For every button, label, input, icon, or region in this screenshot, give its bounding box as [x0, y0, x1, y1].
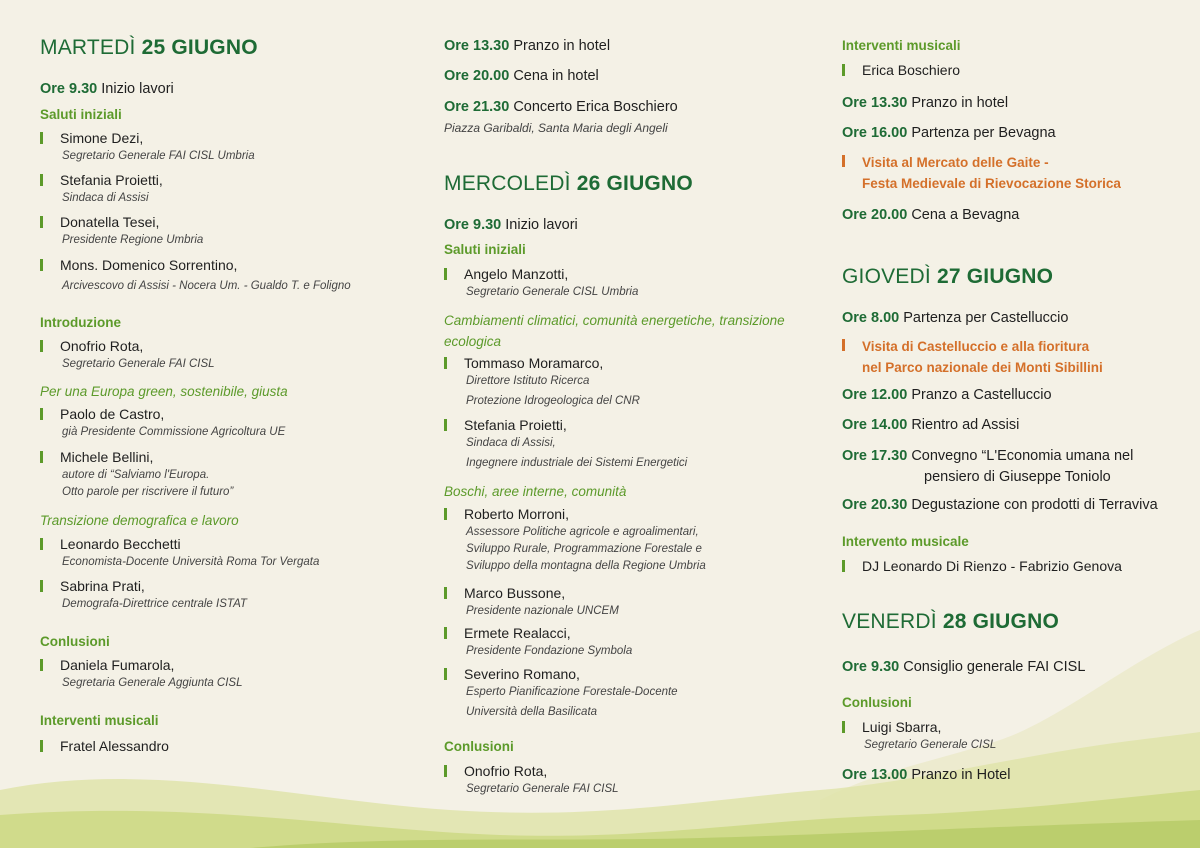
day-heading-thursday — [842, 265, 1053, 289]
day-heading-tuesday — [40, 36, 258, 60]
time-label: Ore 8.00 — [842, 310, 900, 326]
time-label: Ore 9.30 — [444, 217, 502, 233]
schedule-item — [842, 659, 1085, 675]
speaker-item — [444, 762, 619, 798]
speaker-item — [444, 624, 632, 660]
event-label: Inizio lavori — [505, 217, 578, 233]
speaker-name: Fratel Alessandro — [60, 738, 169, 754]
speaker-role: Università della Basilicata — [466, 706, 598, 718]
schedule-item-start — [444, 217, 578, 233]
time-label: Ore 9.30 — [842, 659, 900, 675]
bullet-bar-icon — [842, 339, 845, 351]
speaker-role: Sindaca di Assisi, — [466, 437, 556, 449]
speaker-item — [40, 129, 255, 165]
topic-title-boschi: Boschi, aree interne, comunità — [444, 484, 627, 499]
bullet-bar-icon — [40, 216, 43, 228]
excursion-label: Festa Medievale di Rievocazione Storica — [862, 176, 1121, 191]
speaker-name: Onofrio Rota, — [464, 763, 548, 779]
speaker-role: Segretaria Generale Aggiunta CISL — [62, 677, 243, 689]
schedule-item — [444, 68, 599, 84]
day-name: MERCOLEDÌ — [444, 172, 571, 195]
speaker-name: Daniela Fumarola, — [60, 657, 175, 673]
speaker-name: Angelo Manzotti, — [464, 266, 569, 282]
time-label: Ore 21.30 — [444, 99, 510, 115]
event-label: Consiglio generale FAI CISL — [903, 659, 1086, 675]
event-label: Partenza per Castelluccio — [903, 310, 1069, 326]
day-date: 27 GIUGNO — [936, 265, 1054, 288]
speaker-role: Presidente nazionale UNCEM — [466, 605, 619, 617]
event-label: Concerto Erica Boschiero — [513, 99, 678, 115]
speaker-role: Arcivescovo di Assisi - Nocera Um. - Gualdo T. e Foligno — [62, 280, 351, 292]
speaker-item — [444, 265, 638, 301]
section-title-conclusioni: Conlusioni — [40, 634, 110, 649]
section-title-conclusioni: Conlusioni — [444, 739, 514, 754]
bullet-bar-icon — [40, 580, 43, 592]
bullet-bar-icon — [444, 508, 447, 520]
speaker-role: già Presidente Commissione Agricoltura UE — [62, 426, 286, 438]
topic-title-demografia: Transizione demografica e lavoro — [40, 513, 239, 528]
time-label: Ore 13.00 — [842, 767, 908, 783]
event-label: Inizio lavori — [101, 81, 174, 97]
event-label: Cena in hotel — [513, 68, 599, 84]
speaker-item — [40, 213, 203, 249]
bullet-bar-icon — [40, 451, 43, 463]
speaker-role: Segretario Generale CISL — [864, 739, 997, 751]
bullet-bar-icon — [842, 155, 845, 167]
section-title-introduzione: Introduzione — [40, 315, 121, 330]
speaker-item — [40, 535, 319, 571]
bullet-bar-icon — [444, 627, 447, 639]
bullet-bar-icon — [444, 357, 447, 369]
schedule-item — [444, 38, 610, 54]
bullet-bar-icon — [842, 64, 845, 76]
speaker-item — [842, 61, 960, 80]
schedule-item-start — [40, 81, 174, 97]
bullet-bar-icon — [842, 721, 845, 733]
section-title-conclusioni: Conlusioni — [842, 695, 912, 710]
schedule-item — [842, 310, 1068, 326]
schedule-item — [842, 497, 1158, 513]
speaker-role: Protezione Idrogeologica del CNR — [466, 395, 640, 407]
excursion-item — [842, 152, 1121, 194]
speaker-role: Otto parole per riscrivere il futuro” — [62, 486, 234, 498]
speaker-item — [444, 505, 706, 575]
day-name: MARTEDÌ — [40, 36, 136, 59]
event-label: Rientro ad Assisi — [911, 417, 1020, 433]
speaker-item — [40, 337, 215, 373]
bullet-bar-icon — [444, 765, 447, 777]
speaker-name: Paolo de Castro, — [60, 406, 165, 422]
speaker-name: Stefania Proietti, — [60, 172, 163, 188]
speaker-name: Severino Romano, — [464, 666, 580, 682]
speaker-role: Presidente Regione Umbria — [62, 234, 204, 246]
section-title-musica: Intervento musicale — [842, 534, 969, 549]
speaker-item — [40, 448, 233, 501]
bullet-bar-icon — [40, 340, 43, 352]
time-label: Ore 17.30 — [842, 448, 908, 464]
speaker-role: Sindaca di Assisi — [62, 192, 149, 204]
section-title-saluti: Saluti iniziali — [40, 107, 122, 122]
schedule-item — [842, 207, 1019, 223]
speaker-name: Roberto Morroni, — [464, 506, 570, 522]
time-label: Ore 20.00 — [842, 207, 908, 223]
excursion-label: Visita al Mercato delle Gaite - — [862, 155, 1049, 170]
speaker-item — [444, 584, 619, 620]
schedule-item — [842, 417, 1019, 433]
day-heading-wednesday — [444, 172, 693, 196]
speaker-name: Marco Bussone, — [464, 585, 566, 601]
day-name: GIOVEDÌ — [842, 265, 931, 288]
speaker-name: Luigi Sbarra, — [862, 719, 942, 735]
speaker-role: Economista-Docente Università Roma Tor Vergata — [62, 556, 320, 568]
event-label: Pranzo in hotel — [513, 38, 611, 54]
speaker-item — [40, 405, 285, 441]
time-label: Ore 13.30 — [842, 95, 908, 111]
event-label: Partenza per Bevagna — [911, 125, 1056, 141]
speaker-name: Stefania Proietti, — [464, 417, 567, 433]
bullet-bar-icon — [444, 268, 447, 280]
schedule-item — [842, 387, 1052, 403]
bullet-bar-icon — [40, 174, 43, 186]
speaker-name: Tommaso Moramarco, — [464, 355, 604, 371]
event-label: pensiero di Giuseppe Toniolo — [924, 469, 1111, 485]
bullet-bar-icon — [444, 419, 447, 431]
event-label: Pranzo in Hotel — [911, 767, 1011, 783]
speaker-item — [444, 354, 640, 410]
bullet-bar-icon — [40, 259, 43, 271]
topic-title-clima: Cambiamenti climatici, comunità energetiche, transizione ecologica — [444, 313, 785, 349]
bullet-bar-icon — [40, 538, 43, 550]
speaker-role: Sviluppo della montagna della Regione Umbria — [466, 560, 706, 572]
schedule-item — [842, 95, 1008, 111]
speaker-role: Direttore Istituto Ricerca — [466, 375, 590, 387]
time-label: Ore 20.00 — [444, 68, 510, 84]
day-heading-friday — [842, 610, 1059, 634]
topic-title-europa: Per una Europa green, sostenibile, giusta — [40, 384, 288, 399]
speaker-item — [40, 577, 247, 613]
speaker-name: Erica Boschiero — [862, 62, 961, 78]
excursion-label: Visita di Castelluccio e alla fioritura — [862, 339, 1090, 354]
speaker-item — [842, 557, 1122, 576]
bullet-bar-icon — [444, 587, 447, 599]
speaker-role: Sviluppo Rurale, Programmazione Forestale e — [466, 543, 702, 555]
time-label: Ore 16.00 — [842, 125, 908, 141]
speaker-name: Sabrina Prati, — [60, 578, 145, 594]
event-label: Cena a Bevagna — [911, 207, 1020, 223]
speaker-item — [40, 171, 163, 207]
speaker-name: Ermete Realacci, — [464, 625, 571, 641]
bullet-bar-icon — [40, 408, 43, 420]
day-date: 26 GIUGNO — [576, 172, 693, 195]
speaker-role: Presidente Fondazione Symbola — [466, 645, 633, 657]
speaker-name: DJ Leonardo Di Rienzo - Fabrizio Genova — [862, 558, 1122, 574]
speaker-role: Assessore Politiche agricole e agroalimentari, — [466, 526, 699, 538]
time-label: Ore 9.30 — [40, 81, 98, 97]
time-label: Ore 14.00 — [842, 417, 908, 433]
speaker-role: Esperto Pianificazione Forestale-Docente — [466, 686, 678, 698]
event-label: Pranzo a Castelluccio — [911, 387, 1052, 403]
excursion-item — [842, 336, 1103, 378]
bullet-bar-icon — [40, 740, 43, 752]
bullet-bar-icon — [40, 659, 43, 671]
excursion-label: nel Parco nazionale dei Monti Sibillini — [862, 360, 1103, 375]
speaker-role: Segretario Generale FAI CISL — [62, 358, 215, 370]
event-label: Degustazione con prodotti di Terraviva — [911, 497, 1158, 513]
speaker-name: Leonardo Becchetti — [60, 536, 181, 552]
schedule-item — [842, 125, 1056, 141]
speaker-name: Donatella Tesei, — [60, 214, 160, 230]
schedule-item — [842, 767, 1010, 783]
speaker-role: Ingegnere industriale dei Sistemi Energetici — [466, 457, 688, 469]
schedule-item — [444, 99, 678, 115]
speaker-item — [444, 665, 678, 721]
section-title-musica: Interventi musicali — [40, 713, 159, 728]
time-label: Ore 12.00 — [842, 387, 908, 403]
speaker-name: Onofrio Rota, — [60, 338, 144, 354]
time-label: Ore 13.30 — [444, 38, 510, 54]
schedule-item-convegno — [842, 448, 1133, 464]
speaker-name: Michele Bellini, — [60, 449, 154, 465]
day-date: 25 GIUGNO — [141, 36, 258, 59]
speaker-role: Segretario Generale CISL Umbria — [466, 286, 639, 298]
speaker-role: Demografa-Direttrice centrale ISTAT — [62, 598, 247, 610]
speaker-role: autore di “Salviamo l'Europa. — [62, 469, 210, 481]
event-label: Pranzo in hotel — [911, 95, 1009, 111]
day-name: VENERDÌ — [842, 610, 937, 633]
section-title-musica: Interventi musicali — [842, 38, 961, 53]
speaker-item — [842, 718, 996, 754]
speaker-name: Mons. Domenico Sorrentino, — [60, 257, 238, 273]
speaker-item — [40, 256, 351, 295]
day-date: 28 GIUGNO — [942, 610, 1059, 633]
section-title-saluti: Saluti iniziali — [444, 242, 526, 257]
speaker-item — [444, 416, 687, 472]
time-label: Ore 20.30 — [842, 497, 908, 513]
event-venue: Piazza Garibaldi, Santa Maria degli Angeli — [444, 121, 668, 135]
speaker-item — [40, 737, 169, 756]
event-label: Convegno “L'Economia umana nel — [911, 448, 1134, 464]
speaker-role: Segretario Generale FAI CISL Umbria — [62, 150, 255, 162]
speaker-name: Simone Dezi, — [60, 130, 144, 146]
speaker-item — [40, 656, 243, 692]
bullet-bar-icon — [444, 668, 447, 680]
bullet-bar-icon — [40, 132, 43, 144]
bullet-bar-icon — [842, 560, 845, 572]
speaker-role: Segretario Generale FAI CISL — [466, 783, 619, 795]
